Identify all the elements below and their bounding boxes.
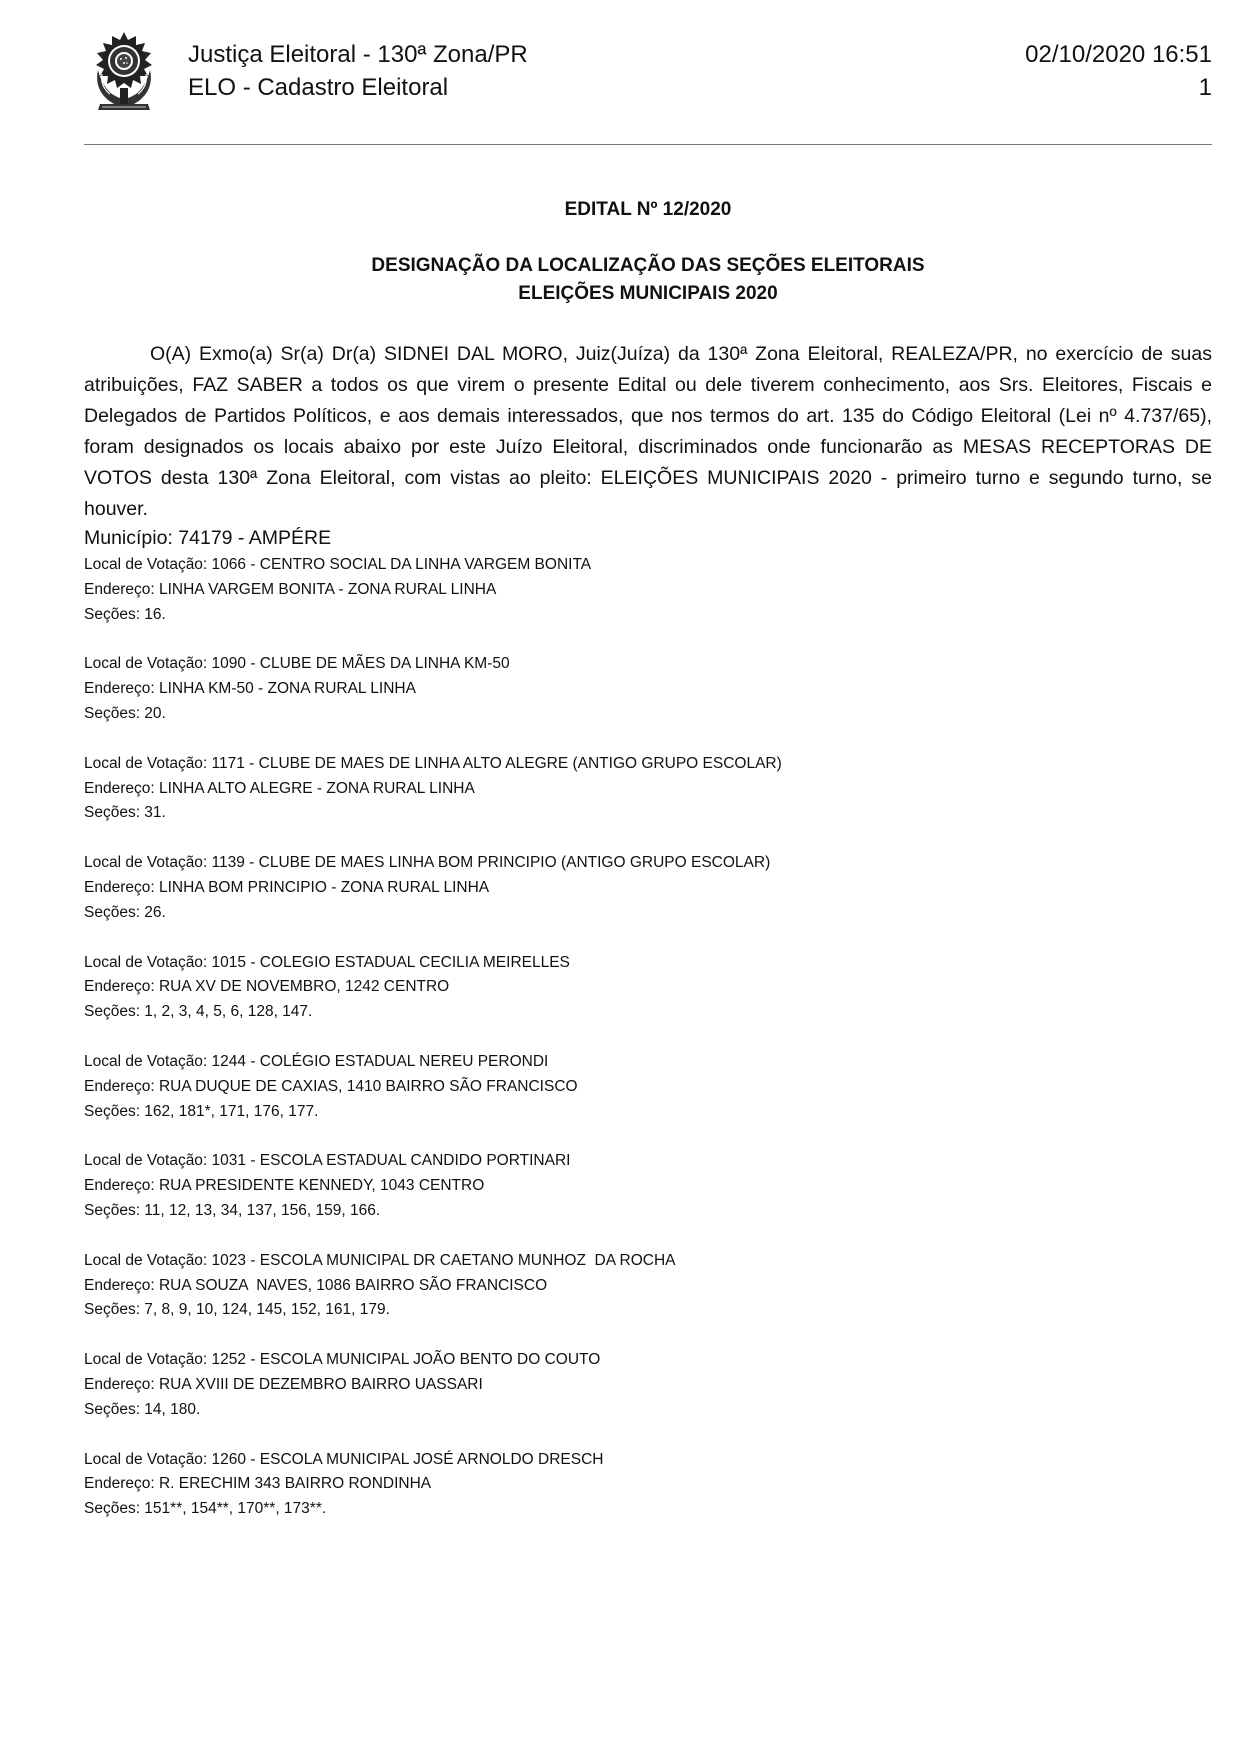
print-datetime: 02/10/2020 16:51: [1025, 41, 1212, 68]
location-name: Local de Votação: 1023 - ESCOLA MUNICIPAL DR CAETANO MUNHOZ DA ROCHA: [84, 1251, 676, 1269]
subtitle-line-2: ELEIÇÕES MUNICIPAIS 2020: [518, 283, 778, 304]
location-address: Endereço: LINHA VARGEM BONITA - ZONA RURAL LINHA: [84, 580, 497, 598]
location-name: Local de Votação: 1066 - CENTRO SOCIAL DA LINHA VARGEM BONITA: [84, 556, 592, 573]
location-address: Endereço: RUA PRESIDENTE KENNEDY, 1043 CENTRO: [84, 1177, 485, 1195]
location-address: Endereço: RUA XVIII DE DEZEMBRO BAIRRO UASSARI: [84, 1375, 483, 1393]
location-address: Endereço: R. ERECHIM 343 BAIRRO RONDINHA: [84, 1475, 432, 1493]
location-address: Endereço: LINHA BOM PRINCIPIO - ZONA RURAL LINHA: [84, 878, 490, 896]
subtitle-line-1: DESIGNAÇÃO DA LOCALIZAÇÃO DAS SEÇÕES ELEITORAIS: [371, 255, 925, 276]
voting-location: [84, 652, 1212, 751]
location-name: Local de Votação: 1031 - ESCOLA ESTADUAL CANDIDO PORTINARI: [84, 1152, 571, 1170]
page-number: 1: [1198, 74, 1212, 101]
location-address: Endereço: LINHA KM-50 - ZONA RURAL LINHA: [84, 680, 416, 698]
page-header: [84, 30, 1212, 120]
voting-location: [84, 851, 1212, 950]
voting-location: [84, 1149, 1212, 1248]
location-sections: Seções: 31.: [84, 804, 166, 822]
voting-location: [84, 1050, 1212, 1149]
location-name: Local de Votação: 1090 - CLUBE DE MÃES DA LINHA KM-50: [84, 655, 510, 673]
voting-locations-list: [84, 553, 1212, 1547]
body-paragraph: O(A) Exmo(a) Sr(a) Dr(a) SIDNEI DAL MORO, Juiz(Juíza) da 130ª Zona Eleitoral, REALEZA/PR, no exercício de suas atribuições, FAZ SABER a todos os que virem o presente Edital ou dele tiverem conhecimento, aos Srs. Eleitores, Fiscais e Delegados de Partidos Políticos, e aos demais interessados, que nos termos do art. 135 do Código Eleitoral (Lei nº 4.737/65), foram designados os locais abaixo por este Juízo Eleitoral, discriminados onde funcionarão as MESAS RECEPTORAS DE VOTOS desta 130ª Zona Eleitoral, com vistas ao pleito: ELEIÇÕES MUNICIPAIS 2020 - primeiro turno e segundo turno, se houver.: [84, 343, 1212, 520]
edital-body: [84, 339, 1212, 525]
voting-location: [84, 1348, 1212, 1447]
voting-location: [84, 951, 1212, 1050]
location-sections: Seções: 11, 12, 13, 34, 137, 156, 159, 166.: [84, 1201, 381, 1219]
header-divider: [84, 144, 1212, 145]
header-meta: [1025, 38, 1212, 104]
location-name: Local de Votação: 1015 - COLEGIO ESTADUAL CECILIA MEIRELLES: [84, 953, 570, 971]
court-name: Justiça Eleitoral - 130ª Zona/PR: [188, 41, 528, 68]
location-name: Local de Votação: 1252 - ESCOLA MUNICIPAL JOÃO BENTO DO COUTO: [84, 1351, 601, 1369]
location-name: Local de Votação: 1260 - ESCOLA MUNICIPAL JOSÉ ARNOLDO DRESCH: [84, 1450, 604, 1468]
location-sections: Seções: 26.: [84, 903, 166, 921]
location-name: Local de Votação: 1139 - CLUBE DE MAES LINHA BOM PRINCIPIO (ANTIGO GRUPO ESCOLAR): [84, 854, 771, 872]
location-sections: Seções: 162, 181*, 171, 176, 177.: [84, 1102, 319, 1120]
edital-subtitle: [84, 252, 1212, 308]
location-sections: Seções: 1, 2, 3, 4, 5, 6, 128, 147.: [84, 1003, 313, 1021]
location-sections: Seções: 20.: [84, 704, 166, 722]
location-name: Local de Votação: 1171 - CLUBE DE MAES DE LINHA ALTO ALEGRE (ANTIGO GRUPO ESCOLAR): [84, 754, 782, 772]
location-sections: Seções: 16.: [84, 605, 166, 623]
location-sections: Seções: 7, 8, 9, 10, 124, 145, 152, 161, 179.: [84, 1301, 390, 1319]
header-title: [188, 38, 528, 104]
location-name: Local de Votação: 1244 - COLÉGIO ESTADUAL NEREU PERONDI: [84, 1052, 549, 1070]
location-address: Endereço: RUA SOUZA NAVES, 1086 BAIRRO SÃO FRANCISCO: [84, 1276, 548, 1294]
voting-location: [84, 1249, 1212, 1348]
municipio-heading: Município: 74179 - AMPÉRE: [84, 527, 332, 549]
location-address: Endereço: RUA DUQUE DE CAXIAS, 1410 BAIRRO SÃO FRANCISCO: [84, 1077, 578, 1095]
voting-location: [84, 752, 1212, 851]
location-address: Endereço: LINHA ALTO ALEGRE - ZONA RURAL LINHA: [84, 779, 475, 797]
voting-location: [84, 1448, 1212, 1547]
brazil-coat-of-arms-icon: [84, 30, 164, 114]
edital-title: EDITAL Nº 12/2020: [564, 199, 732, 220]
system-name: ELO - Cadastro Eleitoral: [188, 74, 449, 101]
location-address: Endereço: RUA XV DE NOVEMBRO, 1242 CENTRO: [84, 978, 450, 996]
location-sections: Seções: 151**, 154**, 170**, 173**.: [84, 1500, 327, 1518]
location-sections: Seções: 14, 180.: [84, 1400, 201, 1418]
voting-location: [84, 553, 1212, 652]
